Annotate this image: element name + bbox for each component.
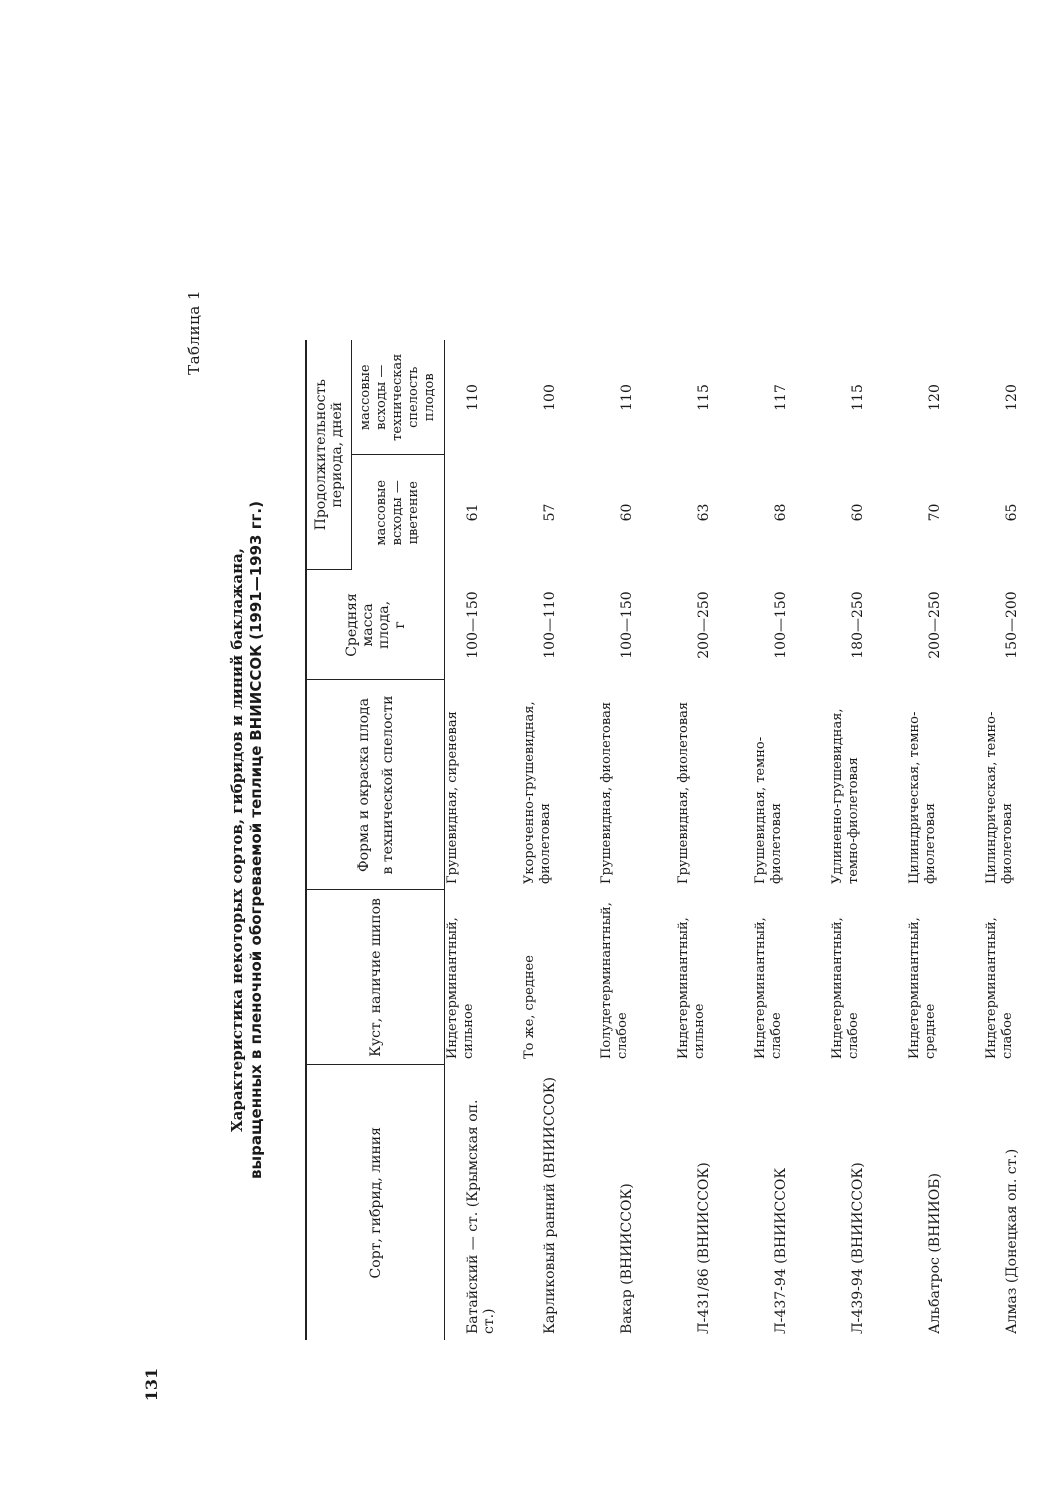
cell-bush: Индетерминантный, слабое bbox=[753, 917, 784, 1059]
cell-flowering: 70 bbox=[927, 503, 943, 522]
cell-mass: 100—150 bbox=[465, 591, 481, 659]
page-number: 131 bbox=[142, 1367, 162, 1402]
cell-bush: То же, среднее bbox=[522, 955, 537, 1059]
table-row bbox=[676, 340, 753, 1340]
cell-ripeness: 110 bbox=[465, 384, 481, 411]
cell-ripeness: 117 bbox=[773, 384, 789, 411]
header-mass bbox=[306, 570, 445, 680]
cell-bush: Индетерминантный, слабое bbox=[984, 890, 1050, 1065]
header-mass-line1: Средняя bbox=[343, 593, 360, 657]
cell-flowering: 61 bbox=[465, 503, 481, 522]
cell-variety: Л-439-94 (ВНИИССОК) bbox=[850, 1162, 866, 1334]
cell-shape: Грушевидная, темно-фиолетовая bbox=[753, 736, 784, 884]
cell-shape: Цилиндрическая, темно-фиолетовая bbox=[907, 711, 938, 884]
cell-shape: Грушевидная, фиолетовая bbox=[599, 701, 614, 884]
table-row bbox=[753, 340, 830, 1340]
table-row bbox=[445, 340, 523, 1340]
table-row bbox=[599, 340, 676, 1340]
title-org: ВНИИССОК bbox=[247, 644, 265, 741]
header-variety: Сорт, гибрид, линия bbox=[306, 1065, 445, 1340]
cell-shape: Укороченно-грушевидная, фиолетовая bbox=[522, 701, 553, 884]
header-fruit-shape bbox=[306, 680, 445, 890]
cell-bush: Индетерминантный, среднее bbox=[907, 917, 938, 1059]
cell-mass: 180—250 bbox=[850, 591, 866, 659]
cell-flowering: 60 bbox=[850, 503, 866, 522]
cell-flowering: 57 bbox=[542, 503, 558, 522]
cell-variety: Альбатрос (ВНИИОБ) bbox=[927, 1173, 943, 1334]
cell-ripeness: 120 bbox=[927, 384, 943, 411]
title-years: (1991—1993 гг.) bbox=[247, 501, 265, 640]
table-row bbox=[830, 340, 907, 1340]
varieties-table bbox=[305, 340, 1050, 1340]
header-mass-line4: г bbox=[391, 621, 408, 629]
cell-flowering: 60 bbox=[619, 503, 635, 522]
cell-variety: Вакар (ВНИИССОК) bbox=[619, 1183, 635, 1334]
header-mass-line2: масса bbox=[359, 603, 376, 647]
header-sub-ripeness: массовые всходы — техническая спелость плодов bbox=[352, 340, 445, 455]
table-row bbox=[907, 340, 984, 1340]
cell-shape: Удлиненно-грушевидная, темно-фиолетовая bbox=[830, 708, 861, 884]
title-line-2 bbox=[247, 340, 266, 1340]
header-fruit-shape-line2: в технической спелости bbox=[379, 695, 396, 875]
cell-mass: 100—150 bbox=[773, 591, 789, 659]
header-mass-line3: плода, bbox=[375, 600, 392, 650]
cell-mass: 200—250 bbox=[696, 591, 712, 659]
header-bush: Куст, наличие шипов bbox=[306, 890, 445, 1065]
cell-ripeness: 115 bbox=[850, 384, 866, 411]
cell-flowering: 63 bbox=[696, 503, 712, 522]
cell-variety: Л-437-94 (ВНИИССОК bbox=[773, 1167, 789, 1334]
cell-flowering: 68 bbox=[773, 503, 789, 522]
cell-shape: Грушевидная, фиолетовая bbox=[676, 701, 691, 884]
header-duration: Продолжительность периода, дней bbox=[306, 340, 352, 570]
cell-mass: 150—200 bbox=[984, 570, 1050, 680]
cell-shape: Грушевидная, сиреневая bbox=[445, 711, 460, 884]
rotated-page bbox=[150, 140, 1020, 1340]
cell-ripeness: 120 bbox=[984, 340, 1050, 455]
title-line-1: Характеристика некоторых сортов, гибридов и линий баклажана, bbox=[228, 547, 246, 1133]
header-fruit-shape-line1: Форма и окраска плода bbox=[355, 698, 372, 872]
table-title bbox=[228, 340, 266, 1340]
cell-flowering: 65 bbox=[984, 455, 1050, 570]
cell-ripeness: 110 bbox=[619, 384, 635, 411]
table-label: Таблица 1 bbox=[185, 290, 203, 375]
cell-variety: Батайский — ст. (Крымская оп. ст.) bbox=[465, 1099, 497, 1334]
header-sub-flowering: массовые всходы — цветение bbox=[352, 455, 445, 570]
cell-ripeness: 115 bbox=[696, 384, 712, 411]
cell-shape: Цилиндрическая, темно-фиолетовая bbox=[984, 680, 1050, 890]
table-row bbox=[984, 340, 1050, 1340]
cell-ripeness: 100 bbox=[542, 384, 558, 411]
cell-bush: Полудетерминантный, слабое bbox=[599, 902, 630, 1059]
cell-mass: 100—150 bbox=[619, 591, 635, 659]
cell-bush: Индетерминантный, сильное bbox=[676, 917, 707, 1059]
table-row bbox=[522, 340, 599, 1340]
cell-mass: 100—110 bbox=[542, 591, 558, 659]
cell-mass: 200—250 bbox=[927, 591, 943, 659]
cell-bush: Индетерминантный, сильное bbox=[445, 917, 476, 1059]
cell-variety: Л-431/86 (ВНИИССОК) bbox=[696, 1162, 712, 1334]
cell-bush: Индетерминантный, слабое bbox=[830, 917, 861, 1059]
cell-variety: Карликовый ранний (ВНИИССОК) bbox=[542, 1076, 558, 1334]
cell-variety: Алмаз (Донецкая оп. ст.) bbox=[984, 1065, 1050, 1340]
title-line-2-prefix: выращенных в пленочной обогреваемой теплице bbox=[247, 745, 265, 1179]
